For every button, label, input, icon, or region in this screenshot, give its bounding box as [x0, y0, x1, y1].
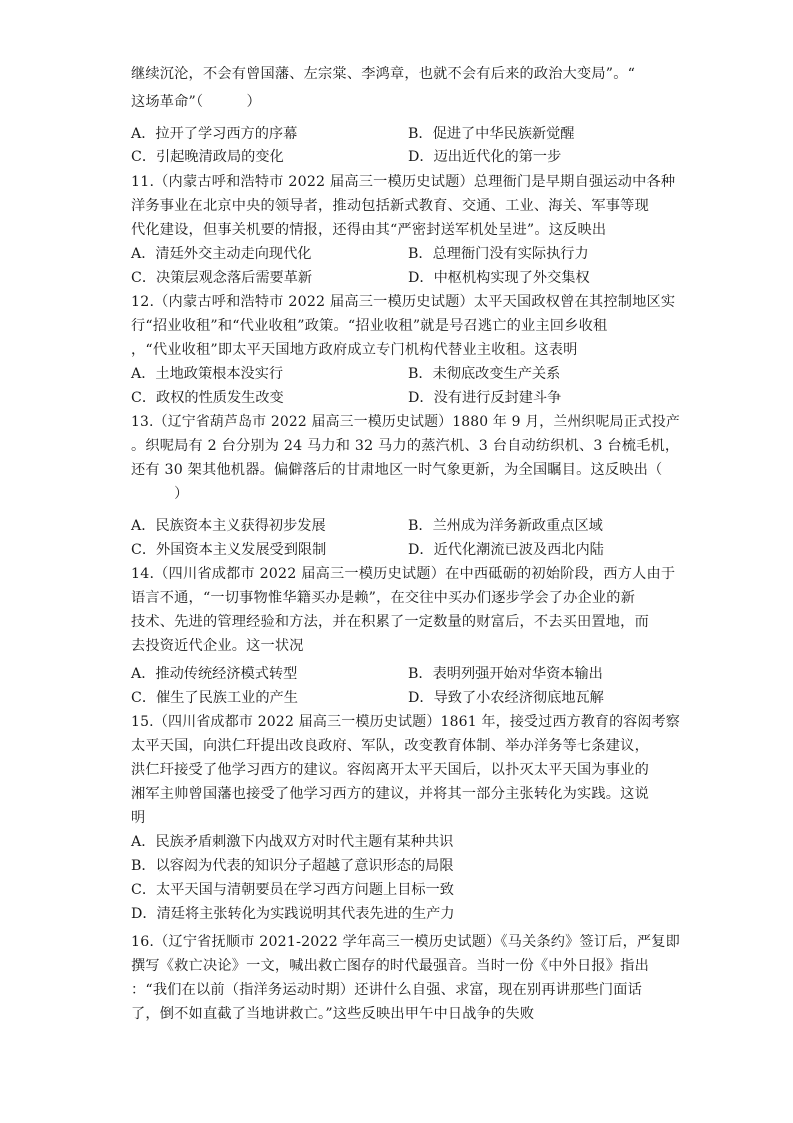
option-c: C．外国资本主义发展受到限制	[131, 542, 327, 558]
question-11-line: 11.（内蒙古呼和浩特市 2022 届高三一模历史试题）总理衙门是早期自强运动中各种	[131, 174, 676, 190]
question-12-line: 行“招业收租”和“代业收租”政策。“招业收租”就是号召逃亡的业主回乡收租	[131, 318, 608, 334]
question-text-line: 继续沉沦，不会有曾国藩、左宗棠、李鸿章，也就不会有后来的政治大变局”。“	[131, 66, 636, 82]
question-13-line: ）	[131, 486, 189, 502]
option-d: D．中枢机构实现了外交集权	[408, 270, 590, 286]
option-c: C．引起晚清政局的变化	[131, 149, 284, 165]
question-13-line: 还有 30 架其他机器。偏僻落后的甘肃地区一时气象更新，为全国瞩目。这反映出（	[131, 462, 663, 478]
question-12-line: 12.（内蒙古呼和浩特市 2022 届高三一模历史试题）太平天国政权曾在其控制地区实	[131, 294, 676, 310]
option-d: D．清廷将主张转化为实践说明其代表先进的生产力	[131, 906, 455, 922]
option-a: A．土地政策根本没实行	[131, 366, 284, 382]
option-a: A．清廷外交主动走向现代化	[131, 246, 312, 262]
question-16-line: 撰写《救亡决论》一文，喊出救亡图存的时代最强音。当时一份《中外日报》指出	[131, 958, 649, 974]
option-d: D．迈出近代化的第一步	[408, 149, 562, 165]
question-14-line: 技术、先进的管理经验和方法，并在积累了一定数量的财富后，不去买田置地，而	[131, 614, 649, 630]
question-13-line: 13.（辽宁省葫芦岛市 2022 届高三一模历史试题）1880 年 9 月，兰州织呢局正式投产	[131, 414, 680, 430]
option-b: B．兰州成为洋务新政重点区域	[408, 518, 603, 534]
option-d: D．导致了小农经济彻底地瓦解	[408, 690, 604, 706]
option-b: B．总理衙门没有实际执行力	[408, 246, 589, 262]
question-15-line: 洪仁玕接受了他学习西方的建议。容闳离开太平天国后，以扑灭太平天国为事业的	[131, 762, 649, 778]
question-13-line: 。织呢局有 2 台分别为 24 马力和 32 马力的蒸汽机、3 台自动纺织机、3 台梳毛机，	[131, 438, 680, 454]
question-14-line: 14.（四川省成都市 2022 届高三一模历史试题）在中西砥砺的初始阶段，西方人由于	[131, 566, 676, 582]
option-d: D．没有进行反封建斗争	[408, 390, 562, 406]
question-16-line: 16.（辽宁省抚顺市 2021-2022 学年高三一模历史试题）《马关条约》签订后，严复即	[131, 934, 680, 950]
question-15-line: 明	[131, 810, 146, 826]
question-14-line: 语言不通，“一切事物惟华籍买办是赖”，在交往中买办们逐步学会了办企业的新	[131, 590, 636, 606]
option-c: C．政权的性质发生改变	[131, 390, 284, 406]
option-a: A．民族资本主义获得初步发展	[131, 518, 326, 534]
option-a: A．民族矛盾刺激下内战双方对时代主题有某种共识	[131, 834, 454, 850]
option-c: C．催生了民族工业的产生	[131, 690, 298, 706]
question-14-line: 去投资近代企业。这一状况	[131, 638, 304, 654]
question-15-line: 太平天国，向洪仁玕提出改良政府、军队，改变教育体制、举办洋务等七条建议，	[131, 738, 649, 754]
option-c: C．太平天国与清朝要员在学习西方问题上目标一致	[131, 882, 454, 898]
question-15-line: 15.（四川省成都市 2022 届高三一模历史试题）1861 年，接受过西方教育的容闳考察	[131, 714, 680, 730]
question-11-line: 代化建设，但事关机要的情报，还得由其“严密封送军机处呈进”。这反映出	[131, 222, 607, 238]
question-16-line: 了，倒不如直截了当地讲救亡。”这些反映出甲午中日战争的失败	[131, 1006, 535, 1022]
question-15-line: 湘军主帅曾国藩也接受了他学习西方的建议，并将其一部分主张转化为实践。这说	[131, 786, 649, 802]
option-b: B．以容闳为代表的知识分子超越了意识形态的局限	[131, 858, 454, 874]
option-a: A．推动传统经济模式转型	[131, 666, 298, 682]
question-12-line: ，“代业收租”即太平天国地方政府成立专门机构代替业主收租。这表明	[131, 342, 578, 358]
option-c: C．决策层观念落后需要革新	[131, 270, 313, 286]
option-a: A．拉开了学习西方的序幕	[131, 126, 298, 142]
option-b: B．表明列强开始对华资本输出	[408, 666, 603, 682]
question-16-line: ：“我们在以前（指洋务运动时期）还讲什么自强、求富，现在别再讲那些门面话	[131, 982, 643, 998]
option-d: D．近代化潮流已波及西北内陆	[408, 542, 604, 558]
option-b: B．未彻底改变生产关系	[408, 366, 561, 382]
question-11-line: 洋务事业在北京中央的领导者，推动包括新式教育、交通、工业、海关、军事等现	[131, 198, 649, 214]
question-text-line: 这场革命”（ ）	[131, 94, 261, 110]
option-b: B．促进了中华民族新觉醒	[408, 126, 575, 142]
